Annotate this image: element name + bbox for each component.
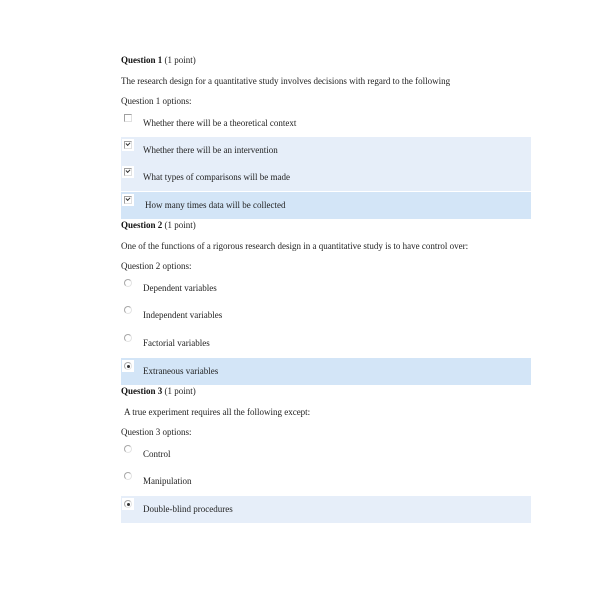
control-box	[122, 498, 134, 510]
question-3-options-label: Question 3 options:	[121, 427, 192, 437]
question-1-option-2[interactable]	[121, 137, 531, 164]
checkbox-checked-icon[interactable]	[124, 141, 132, 149]
question-3-option-3[interactable]	[121, 496, 531, 523]
control-box	[122, 443, 134, 455]
question-1-text: The research design for a quantitative study involves decisions with regard to the following	[121, 76, 451, 86]
question-2-points: (1 point)	[164, 220, 196, 230]
question-2-title: Question 2	[121, 220, 163, 230]
question-1-points: (1 point)	[164, 55, 196, 65]
control-box	[122, 139, 134, 151]
radio-unselected-icon[interactable]	[124, 306, 132, 314]
option-label: Whether there will be an intervention	[143, 145, 278, 155]
question-3-title: Question 3	[121, 386, 163, 396]
option-label: Dependent variables	[143, 283, 217, 293]
question-2-text: One of the functions of a rigorous research design in a quantitative study is to have control over:	[121, 241, 469, 251]
checkbox-checked-icon[interactable]	[124, 196, 132, 204]
control-box	[122, 194, 134, 206]
option-label: Independent variables	[143, 310, 223, 320]
question-2-option-4[interactable]	[121, 358, 531, 385]
question-1-option-3[interactable]	[121, 164, 531, 191]
question-2-option-2[interactable]	[121, 302, 531, 329]
question-1-options-label: Question 1 options:	[121, 96, 192, 106]
radio-selected-icon[interactable]	[124, 500, 132, 508]
checkbox-unchecked-icon[interactable]	[124, 114, 132, 122]
question-3-option-1[interactable]	[121, 441, 531, 468]
control-box	[122, 166, 134, 178]
checkbox-checked-icon[interactable]	[124, 168, 132, 176]
radio-unselected-icon[interactable]	[124, 334, 132, 342]
option-label: Factorial variables	[143, 338, 210, 348]
control-box	[122, 277, 134, 289]
option-label: Control	[143, 449, 171, 459]
question-2-header	[121, 220, 196, 230]
control-box	[122, 112, 134, 124]
question-2-options-label: Question 2 options:	[121, 261, 192, 271]
question-3-text: A true experiment requires all the following except:	[124, 407, 311, 417]
question-3-header	[121, 386, 196, 396]
question-3-option-2[interactable]	[121, 468, 531, 495]
question-1-header	[121, 55, 196, 65]
question-3-points: (1 point)	[164, 386, 196, 396]
control-box	[122, 470, 134, 482]
option-label: What types of comparisons will be made	[143, 172, 290, 182]
radio-unselected-icon[interactable]	[124, 472, 132, 480]
question-2-option-3[interactable]	[121, 330, 531, 357]
radio-selected-icon[interactable]	[124, 362, 132, 370]
question-1-option-1[interactable]	[121, 110, 531, 137]
option-label: Whether there will be a theoretical context	[143, 118, 297, 128]
radio-unselected-icon[interactable]	[124, 279, 132, 287]
question-1-title: Question 1	[121, 55, 163, 65]
option-label: Extraneous variables	[143, 366, 219, 376]
question-1-option-4[interactable]	[121, 192, 531, 219]
option-label: Double-blind procedures	[143, 504, 233, 514]
control-box	[122, 332, 134, 344]
control-box	[122, 360, 134, 372]
control-box	[122, 304, 134, 316]
question-2-option-1[interactable]	[121, 275, 531, 302]
option-label: How many times data will be collected	[145, 200, 286, 210]
option-label: Manipulation	[143, 476, 192, 486]
radio-unselected-icon[interactable]	[124, 445, 132, 453]
